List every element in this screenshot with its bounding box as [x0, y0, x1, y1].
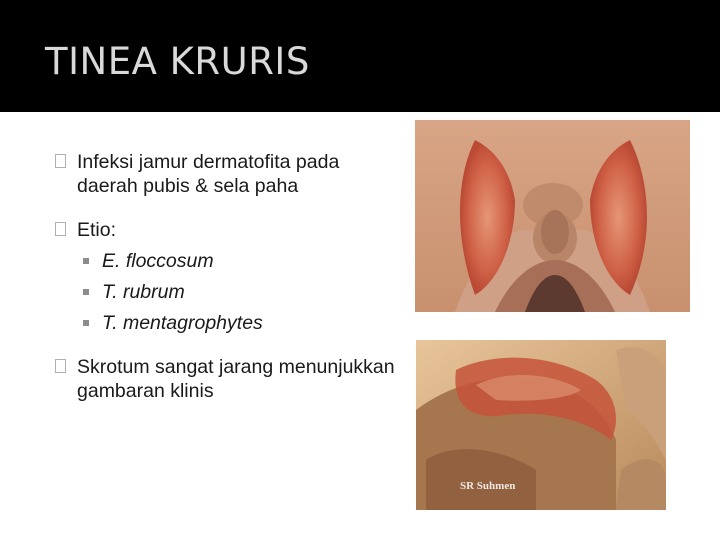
bullet-marker-icon — [55, 359, 66, 373]
bullet-marker-icon — [55, 154, 66, 168]
bullet-text: Etio: — [77, 219, 117, 241]
organism-name: T. mentagrophytes — [102, 312, 263, 334]
sub-bullet-item — [77, 280, 395, 304]
bullet-item — [55, 355, 395, 403]
sub-bullet-list — [77, 249, 395, 335]
square-bullet-icon — [83, 258, 89, 264]
clinical-photo-closeup — [416, 340, 666, 510]
clinical-photo-groin — [415, 120, 690, 312]
bullet-list — [55, 150, 395, 423]
bullet-text: Infeksi jamur dermatofita pada daerah pubis & sela paha — [77, 151, 340, 197]
sub-bullet-item — [77, 249, 395, 273]
square-bullet-icon — [83, 289, 89, 295]
bullet-item — [55, 218, 395, 335]
organism-name: T. rubrum — [102, 281, 185, 303]
photo-watermark: SR Suhmen — [460, 480, 516, 492]
sub-bullet-item — [77, 311, 395, 335]
square-bullet-icon — [83, 320, 89, 326]
slide-title: TINEA KRURIS — [45, 40, 310, 83]
bullet-text: Skrotum sangat jarang menunjukkan gambaran klinis — [77, 356, 395, 402]
bullet-marker-icon — [55, 222, 66, 236]
bullet-item — [55, 150, 395, 198]
title-bar — [0, 0, 720, 112]
organism-name: E. floccosum — [102, 250, 214, 272]
